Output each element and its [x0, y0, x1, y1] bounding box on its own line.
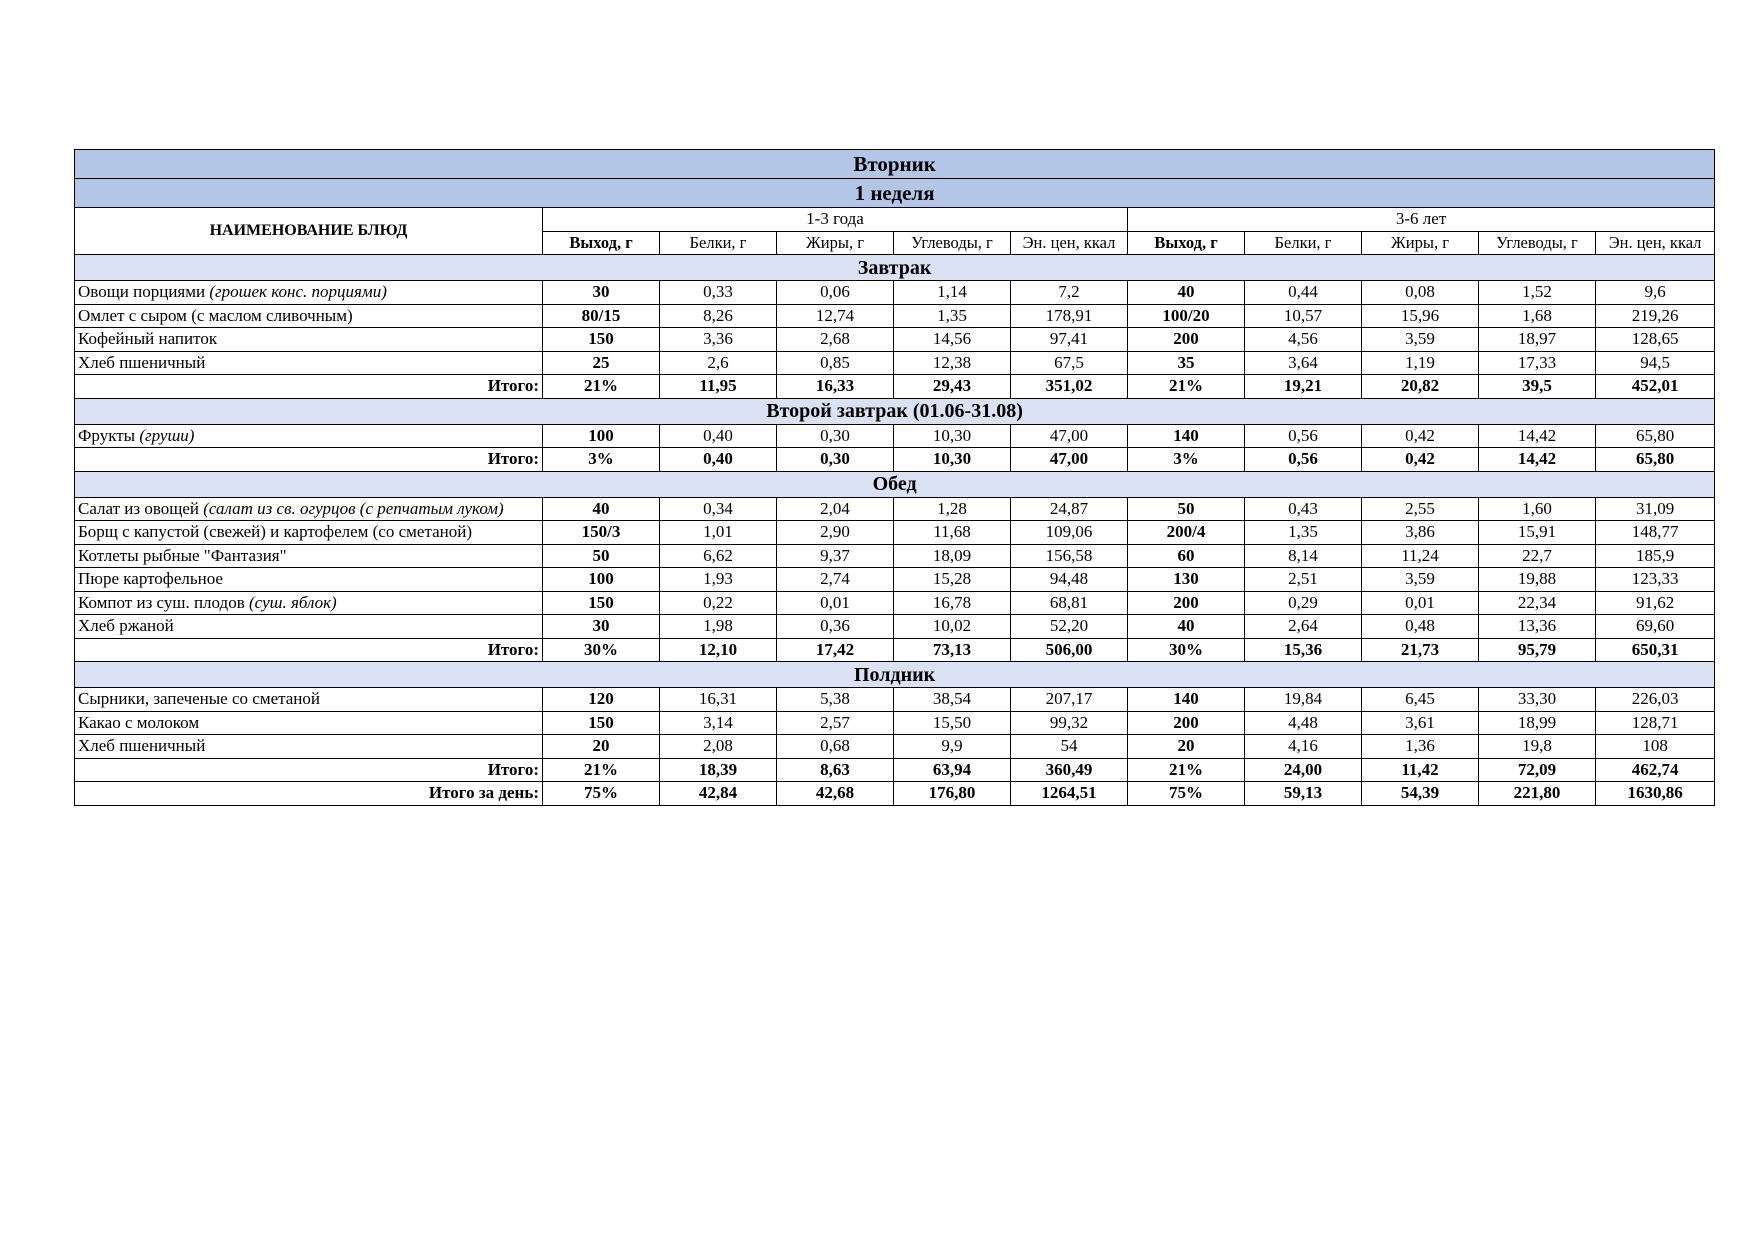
total-carbs: 29,43 [894, 375, 1011, 399]
dish-name-cell [75, 568, 543, 592]
name-column-header: НАИМЕНОВАНИЕ БЛЮД [75, 208, 543, 255]
value-fat: 11,24 [1362, 544, 1479, 568]
total-yield: 30% [543, 638, 660, 662]
value-carbs: 22,7 [1479, 544, 1596, 568]
total-fat: 11,42 [1362, 758, 1479, 782]
value-carbs: 18,99 [1479, 711, 1596, 735]
col-header-yield: Выход, г [1128, 231, 1245, 255]
dish-name: Пюре картофельное [78, 569, 223, 589]
total-energy: 506,00 [1011, 638, 1128, 662]
total-carbs: 63,94 [894, 758, 1011, 782]
dish-name-cell [75, 281, 543, 305]
dish-row [75, 351, 1715, 375]
value-fat: 0,42 [1362, 424, 1479, 448]
section-title: Полдник [75, 662, 1715, 688]
value-energy: 207,17 [1011, 688, 1128, 712]
value-fat: 1,36 [1362, 735, 1479, 759]
value-fat: 2,04 [777, 497, 894, 521]
value-energy: 68,81 [1011, 591, 1128, 615]
total-fat: 0,42 [1362, 448, 1479, 472]
value-protein: 2,08 [660, 735, 777, 759]
value-yield: 40 [543, 497, 660, 521]
value-protein: 0,33 [660, 281, 777, 305]
section-total-row [75, 638, 1715, 662]
dish-name: Сырники, запеченые со сметаной [78, 689, 321, 709]
value-yield: 30 [543, 281, 660, 305]
value-energy: 185,9 [1596, 544, 1715, 568]
section-header-row [75, 662, 1715, 688]
value-fat: 9,37 [777, 544, 894, 568]
value-protein: 6,62 [660, 544, 777, 568]
value-fat: 3,59 [1362, 568, 1479, 592]
total-protein: 11,95 [660, 375, 777, 399]
value-yield: 80/15 [543, 304, 660, 328]
value-protein: 3,14 [660, 711, 777, 735]
value-energy: 52,20 [1011, 615, 1128, 639]
value-energy: 128,65 [1596, 328, 1715, 352]
col-header-protein: Белки, г [660, 231, 777, 255]
value-yield: 200 [1128, 591, 1245, 615]
value-protein: 19,84 [1245, 688, 1362, 712]
value-protein: 0,56 [1245, 424, 1362, 448]
total-protein: 12,10 [660, 638, 777, 662]
value-yield: 100 [543, 424, 660, 448]
total-protein: 18,39 [660, 758, 777, 782]
value-carbs: 1,60 [1479, 497, 1596, 521]
value-yield: 50 [543, 544, 660, 568]
dish-name-cell [75, 497, 543, 521]
dish-row [75, 304, 1715, 328]
total-carbs: 14,42 [1479, 448, 1596, 472]
total-yield: 21% [543, 758, 660, 782]
value-energy: 128,71 [1596, 711, 1715, 735]
day-total-energy: 1264,51 [1011, 782, 1128, 806]
total-yield: 30% [1128, 638, 1245, 662]
dish-name-cell [75, 424, 543, 448]
total-yield: 21% [1128, 758, 1245, 782]
value-protein: 0,43 [1245, 497, 1362, 521]
value-yield: 150 [543, 328, 660, 352]
value-carbs: 19,88 [1479, 568, 1596, 592]
week-row [75, 179, 1715, 208]
value-energy: 148,77 [1596, 521, 1715, 545]
total-energy: 65,80 [1596, 448, 1715, 472]
value-protein: 0,22 [660, 591, 777, 615]
value-yield: 50 [1128, 497, 1245, 521]
group-header-1-3: 1-3 года [543, 208, 1128, 232]
group-header-3-6: 3-6 лет [1128, 208, 1715, 232]
total-protein: 0,56 [1245, 448, 1362, 472]
value-carbs: 18,09 [894, 544, 1011, 568]
value-yield: 150 [543, 711, 660, 735]
value-fat: 12,74 [777, 304, 894, 328]
total-fat: 16,33 [777, 375, 894, 399]
value-carbs: 13,36 [1479, 615, 1596, 639]
value-protein: 1,93 [660, 568, 777, 592]
value-protein: 2,64 [1245, 615, 1362, 639]
value-carbs: 1,68 [1479, 304, 1596, 328]
value-energy: 7,2 [1011, 281, 1128, 305]
total-fat: 17,42 [777, 638, 894, 662]
value-protein: 0,29 [1245, 591, 1362, 615]
total-energy: 462,74 [1596, 758, 1715, 782]
title-row [75, 150, 1715, 179]
value-yield: 150 [543, 591, 660, 615]
value-yield: 60 [1128, 544, 1245, 568]
value-protein: 16,31 [660, 688, 777, 712]
value-protein: 2,51 [1245, 568, 1362, 592]
value-yield: 40 [1128, 615, 1245, 639]
value-carbs: 15,50 [894, 711, 1011, 735]
value-protein: 0,44 [1245, 281, 1362, 305]
value-fat: 3,86 [1362, 521, 1479, 545]
value-energy: 91,62 [1596, 591, 1715, 615]
total-fat: 20,82 [1362, 375, 1479, 399]
total-protein: 24,00 [1245, 758, 1362, 782]
total-carbs: 39,5 [1479, 375, 1596, 399]
value-energy: 219,26 [1596, 304, 1715, 328]
dish-row [75, 688, 1715, 712]
value-energy: 94,5 [1596, 351, 1715, 375]
value-fat: 5,38 [777, 688, 894, 712]
value-energy: 69,60 [1596, 615, 1715, 639]
dish-row [75, 735, 1715, 759]
section-total-row [75, 375, 1715, 399]
value-yield: 140 [1128, 424, 1245, 448]
value-yield: 25 [543, 351, 660, 375]
col-header-carbs: Углеводы, г [1479, 231, 1596, 255]
section-total-row [75, 758, 1715, 782]
value-energy: 97,41 [1011, 328, 1128, 352]
dish-row [75, 424, 1715, 448]
value-fat: 2,68 [777, 328, 894, 352]
value-energy: 99,32 [1011, 711, 1128, 735]
day-total-carbs: 176,80 [894, 782, 1011, 806]
col-header-carbs: Углеводы, г [894, 231, 1011, 255]
col-header-fat: Жиры, г [777, 231, 894, 255]
value-yield: 20 [543, 735, 660, 759]
dish-name: Какао с молоком [78, 712, 200, 732]
value-protein: 4,56 [1245, 328, 1362, 352]
dish-row [75, 521, 1715, 545]
total-protein: 19,21 [1245, 375, 1362, 399]
day-total-fat: 42,68 [777, 782, 894, 806]
value-fat: 0,48 [1362, 615, 1479, 639]
dish-row [75, 591, 1715, 615]
dish-row [75, 281, 1715, 305]
total-energy: 360,49 [1011, 758, 1128, 782]
value-carbs: 15,28 [894, 568, 1011, 592]
col-header-fat: Жиры, г [1362, 231, 1479, 255]
value-carbs: 17,33 [1479, 351, 1596, 375]
col-header-energy: Эн. цен, ккал [1596, 231, 1715, 255]
dish-name-cell [75, 304, 543, 328]
dish-name-cell [75, 351, 543, 375]
dish-name: Фрукты [78, 425, 136, 445]
day-total-protein: 42,84 [660, 782, 777, 806]
value-protein: 2,6 [660, 351, 777, 375]
total-fat: 8,63 [777, 758, 894, 782]
value-energy: 108 [1596, 735, 1715, 759]
value-carbs: 10,30 [894, 424, 1011, 448]
value-energy: 94,48 [1011, 568, 1128, 592]
value-protein: 10,57 [1245, 304, 1362, 328]
value-fat: 0,68 [777, 735, 894, 759]
dish-name-cell [75, 544, 543, 568]
value-fat: 0,30 [777, 424, 894, 448]
value-protein: 0,40 [660, 424, 777, 448]
value-yield: 200 [1128, 328, 1245, 352]
dish-name-cell [75, 521, 543, 545]
section-title: Завтрак [75, 255, 1715, 281]
value-yield: 150/3 [543, 521, 660, 545]
value-carbs: 1,35 [894, 304, 1011, 328]
value-protein: 1,01 [660, 521, 777, 545]
day-total-label: Итого за день: [75, 782, 543, 806]
value-yield: 30 [543, 615, 660, 639]
value-carbs: 1,52 [1479, 281, 1596, 305]
value-fat: 0,08 [1362, 281, 1479, 305]
value-carbs: 11,68 [894, 521, 1011, 545]
value-fat: 6,45 [1362, 688, 1479, 712]
dish-name: Хлеб пшеничный [78, 352, 206, 372]
value-protein: 1,35 [1245, 521, 1362, 545]
value-yield: 20 [1128, 735, 1245, 759]
section-title: Обед [75, 471, 1715, 497]
value-fat: 1,19 [1362, 351, 1479, 375]
value-yield: 200 [1128, 711, 1245, 735]
total-carbs: 72,09 [1479, 758, 1596, 782]
value-carbs: 10,02 [894, 615, 1011, 639]
total-fat: 21,73 [1362, 638, 1479, 662]
day-title: Вторник [75, 150, 1715, 179]
dish-row [75, 711, 1715, 735]
day-total-yield: 75% [543, 782, 660, 806]
value-fat: 3,59 [1362, 328, 1479, 352]
dish-name: Хлеб ржаной [78, 616, 174, 636]
col-header-yield: Выход, г [543, 231, 660, 255]
dish-name-cell [75, 591, 543, 615]
value-fat: 2,55 [1362, 497, 1479, 521]
value-fat: 2,57 [777, 711, 894, 735]
dish-row [75, 544, 1715, 568]
total-protein: 15,36 [1245, 638, 1362, 662]
week-title: 1 неделя [75, 179, 1715, 208]
total-label: Итого: [75, 375, 543, 399]
section-title: Второй завтрак (01.06-31.08) [75, 398, 1715, 424]
dish-name: Овощи порциями [78, 282, 206, 302]
value-carbs: 1,14 [894, 281, 1011, 305]
value-yield: 100/20 [1128, 304, 1245, 328]
dish-note: (салат из св. огурцов (с репчатым луком) [203, 498, 504, 518]
dish-name: Компот из суш. плодов [78, 592, 245, 612]
value-yield: 120 [543, 688, 660, 712]
value-protein: 4,16 [1245, 735, 1362, 759]
value-yield: 100 [543, 568, 660, 592]
day-total-yield: 75% [1128, 782, 1245, 806]
section-header-row [75, 471, 1715, 497]
dish-row [75, 328, 1715, 352]
col-header-energy: Эн. цен, ккал [1011, 231, 1128, 255]
value-energy: 226,03 [1596, 688, 1715, 712]
value-protein: 8,14 [1245, 544, 1362, 568]
total-yield: 21% [543, 375, 660, 399]
value-yield: 40 [1128, 281, 1245, 305]
total-carbs: 10,30 [894, 448, 1011, 472]
dish-note: (груши) [139, 425, 195, 445]
value-fat: 2,74 [777, 568, 894, 592]
dish-note: (грошек конс. порциями) [209, 282, 387, 302]
day-total-fat: 54,39 [1362, 782, 1479, 806]
group-header-row [75, 208, 1715, 232]
total-fat: 0,30 [777, 448, 894, 472]
value-energy: 24,87 [1011, 497, 1128, 521]
total-label: Итого: [75, 448, 543, 472]
value-energy: 123,33 [1596, 568, 1715, 592]
value-fat: 15,96 [1362, 304, 1479, 328]
dish-name: Борщ с капустой (свежей) и картофелем (со сметаной) [78, 522, 472, 542]
day-total-row [75, 782, 1715, 806]
value-yield: 200/4 [1128, 521, 1245, 545]
dish-note: (суш. яблок) [248, 592, 337, 612]
total-yield: 3% [1128, 448, 1245, 472]
value-energy: 54 [1011, 735, 1128, 759]
value-carbs: 38,54 [894, 688, 1011, 712]
value-carbs: 14,42 [1479, 424, 1596, 448]
menu-table [74, 149, 1715, 806]
total-label: Итого: [75, 638, 543, 662]
value-energy: 156,58 [1011, 544, 1128, 568]
dish-name-cell [75, 688, 543, 712]
dish-name: Кофейный напиток [78, 329, 218, 349]
value-carbs: 14,56 [894, 328, 1011, 352]
total-label: Итого: [75, 758, 543, 782]
value-yield: 140 [1128, 688, 1245, 712]
day-total-carbs: 221,80 [1479, 782, 1596, 806]
col-header-protein: Белки, г [1245, 231, 1362, 255]
value-protein: 0,34 [660, 497, 777, 521]
value-energy: 47,00 [1011, 424, 1128, 448]
dish-name-cell [75, 328, 543, 352]
value-energy: 31,09 [1596, 497, 1715, 521]
value-fat: 0,85 [777, 351, 894, 375]
value-yield: 130 [1128, 568, 1245, 592]
value-carbs: 18,97 [1479, 328, 1596, 352]
value-carbs: 15,91 [1479, 521, 1596, 545]
total-energy: 351,02 [1011, 375, 1128, 399]
dish-row [75, 568, 1715, 592]
dish-name-cell [75, 615, 543, 639]
dish-row [75, 615, 1715, 639]
section-total-row [75, 448, 1715, 472]
value-fat: 0,01 [777, 591, 894, 615]
value-protein: 3,64 [1245, 351, 1362, 375]
total-protein: 0,40 [660, 448, 777, 472]
total-yield: 21% [1128, 375, 1245, 399]
dish-name: Хлеб пшеничный [78, 736, 206, 756]
total-carbs: 73,13 [894, 638, 1011, 662]
value-fat: 3,61 [1362, 711, 1479, 735]
value-protein: 1,98 [660, 615, 777, 639]
dish-name: Омлет с сыром (с маслом сливочным) [78, 305, 353, 325]
value-fat: 0,06 [777, 281, 894, 305]
value-carbs: 22,34 [1479, 591, 1596, 615]
dish-name-cell [75, 711, 543, 735]
total-energy: 452,01 [1596, 375, 1715, 399]
dish-row [75, 497, 1715, 521]
value-fat: 2,90 [777, 521, 894, 545]
total-yield: 3% [543, 448, 660, 472]
value-fat: 0,01 [1362, 591, 1479, 615]
value-protein: 4,48 [1245, 711, 1362, 735]
dish-name: Салат из овощей [78, 498, 200, 518]
value-fat: 0,36 [777, 615, 894, 639]
value-carbs: 19,8 [1479, 735, 1596, 759]
value-protein: 8,26 [660, 304, 777, 328]
dish-name-cell [75, 735, 543, 759]
total-energy: 47,00 [1011, 448, 1128, 472]
total-carbs: 95,79 [1479, 638, 1596, 662]
value-carbs: 33,30 [1479, 688, 1596, 712]
value-energy: 67,5 [1011, 351, 1128, 375]
section-header-row [75, 255, 1715, 281]
dish-name: Котлеты рыбные "Фантазия" [78, 545, 287, 565]
day-total-protein: 59,13 [1245, 782, 1362, 806]
total-energy: 650,31 [1596, 638, 1715, 662]
day-total-energy: 1630,86 [1596, 782, 1715, 806]
value-energy: 9,6 [1596, 281, 1715, 305]
section-header-row [75, 398, 1715, 424]
value-carbs: 1,28 [894, 497, 1011, 521]
value-yield: 35 [1128, 351, 1245, 375]
value-energy: 178,91 [1011, 304, 1128, 328]
value-energy: 109,06 [1011, 521, 1128, 545]
value-carbs: 9,9 [894, 735, 1011, 759]
value-carbs: 16,78 [894, 591, 1011, 615]
value-energy: 65,80 [1596, 424, 1715, 448]
value-protein: 3,36 [660, 328, 777, 352]
value-carbs: 12,38 [894, 351, 1011, 375]
